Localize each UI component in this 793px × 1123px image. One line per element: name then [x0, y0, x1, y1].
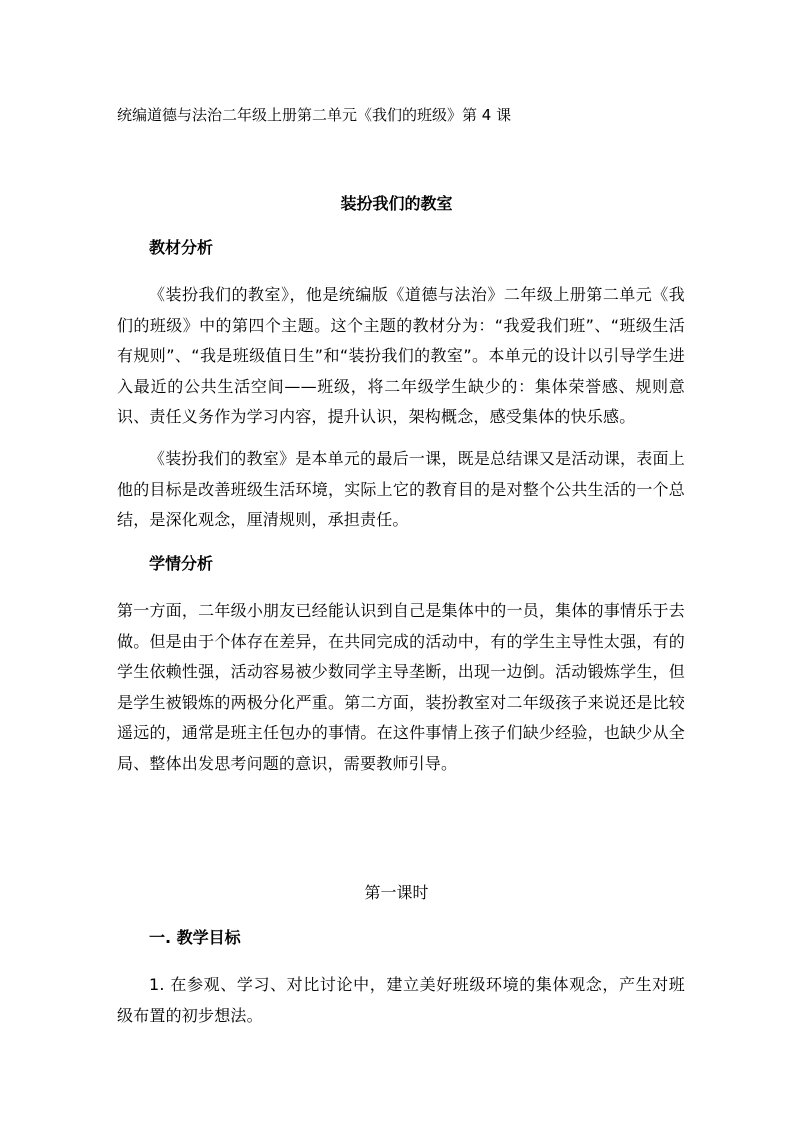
- lesson-title: 第一课时: [364, 883, 429, 902]
- teaching-goals-heading: 一. 教学目标: [149, 928, 241, 947]
- textbook-analysis-paragraph-2: 《装扮我们的教室》是本单元的最后一课，既是总结课又是活动课，表面上他的目标是改善班级生活环境，实际上它的教育目的是对整个公共生活的一个总结，是深化观念，厘清规则，承担责任。: [117, 449, 685, 529]
- textbook-analysis-heading: 教材分析: [149, 238, 214, 257]
- course-header-line: 统编道德与法治二年级上册第二单元《我们的班级》第 4 课: [117, 106, 512, 124]
- textbook-analysis-paragraph-1: 《装扮我们的教室》，他是统编版《道德与法治》二年级上册第二单元《我们的班级》中的第四个主题。这个主题的教材分为：“我爱我们班”、“班级生活有规则”、“我是班级值日生”和“装扮我们的教室”。本单元的设计以引导学生进入最近的公共生活空间——班级，将二年级学生缺少的：集体荣誉感、规则意识、责任义务作为学习内容，提升认识，架构概念，感受集体的快乐感。: [117, 285, 685, 426]
- page-title: 装扮我们的教室: [340, 194, 453, 213]
- student-analysis-heading: 学情分析: [149, 554, 214, 573]
- teaching-goal-item-1: 1. 在参观、学习、对比讨论中，建立美好班级环境的集体观念，产生对班级布置的初步想法。: [117, 975, 685, 1025]
- student-analysis-paragraph: 第一方面，二年级小朋友已经能认识到自己是集体中的一员，集体的事情乐于去做。但是由于个体存在差异，在共同完成的活动中，有的学生主导性太强，有的学生依赖性强，活动容易被少数同学主导垄断，出现一边倒。活动锻炼学生，但是学生被锻炼的两极分化严重。第二方面，装扮教室对二年级孩子来说还是比较遥远的，通常是班主任包办的事情。在这件事情上孩子们缺少经验，也缺少从全局、整体出发思考问题的意识，需要教师引导。: [117, 601, 685, 773]
